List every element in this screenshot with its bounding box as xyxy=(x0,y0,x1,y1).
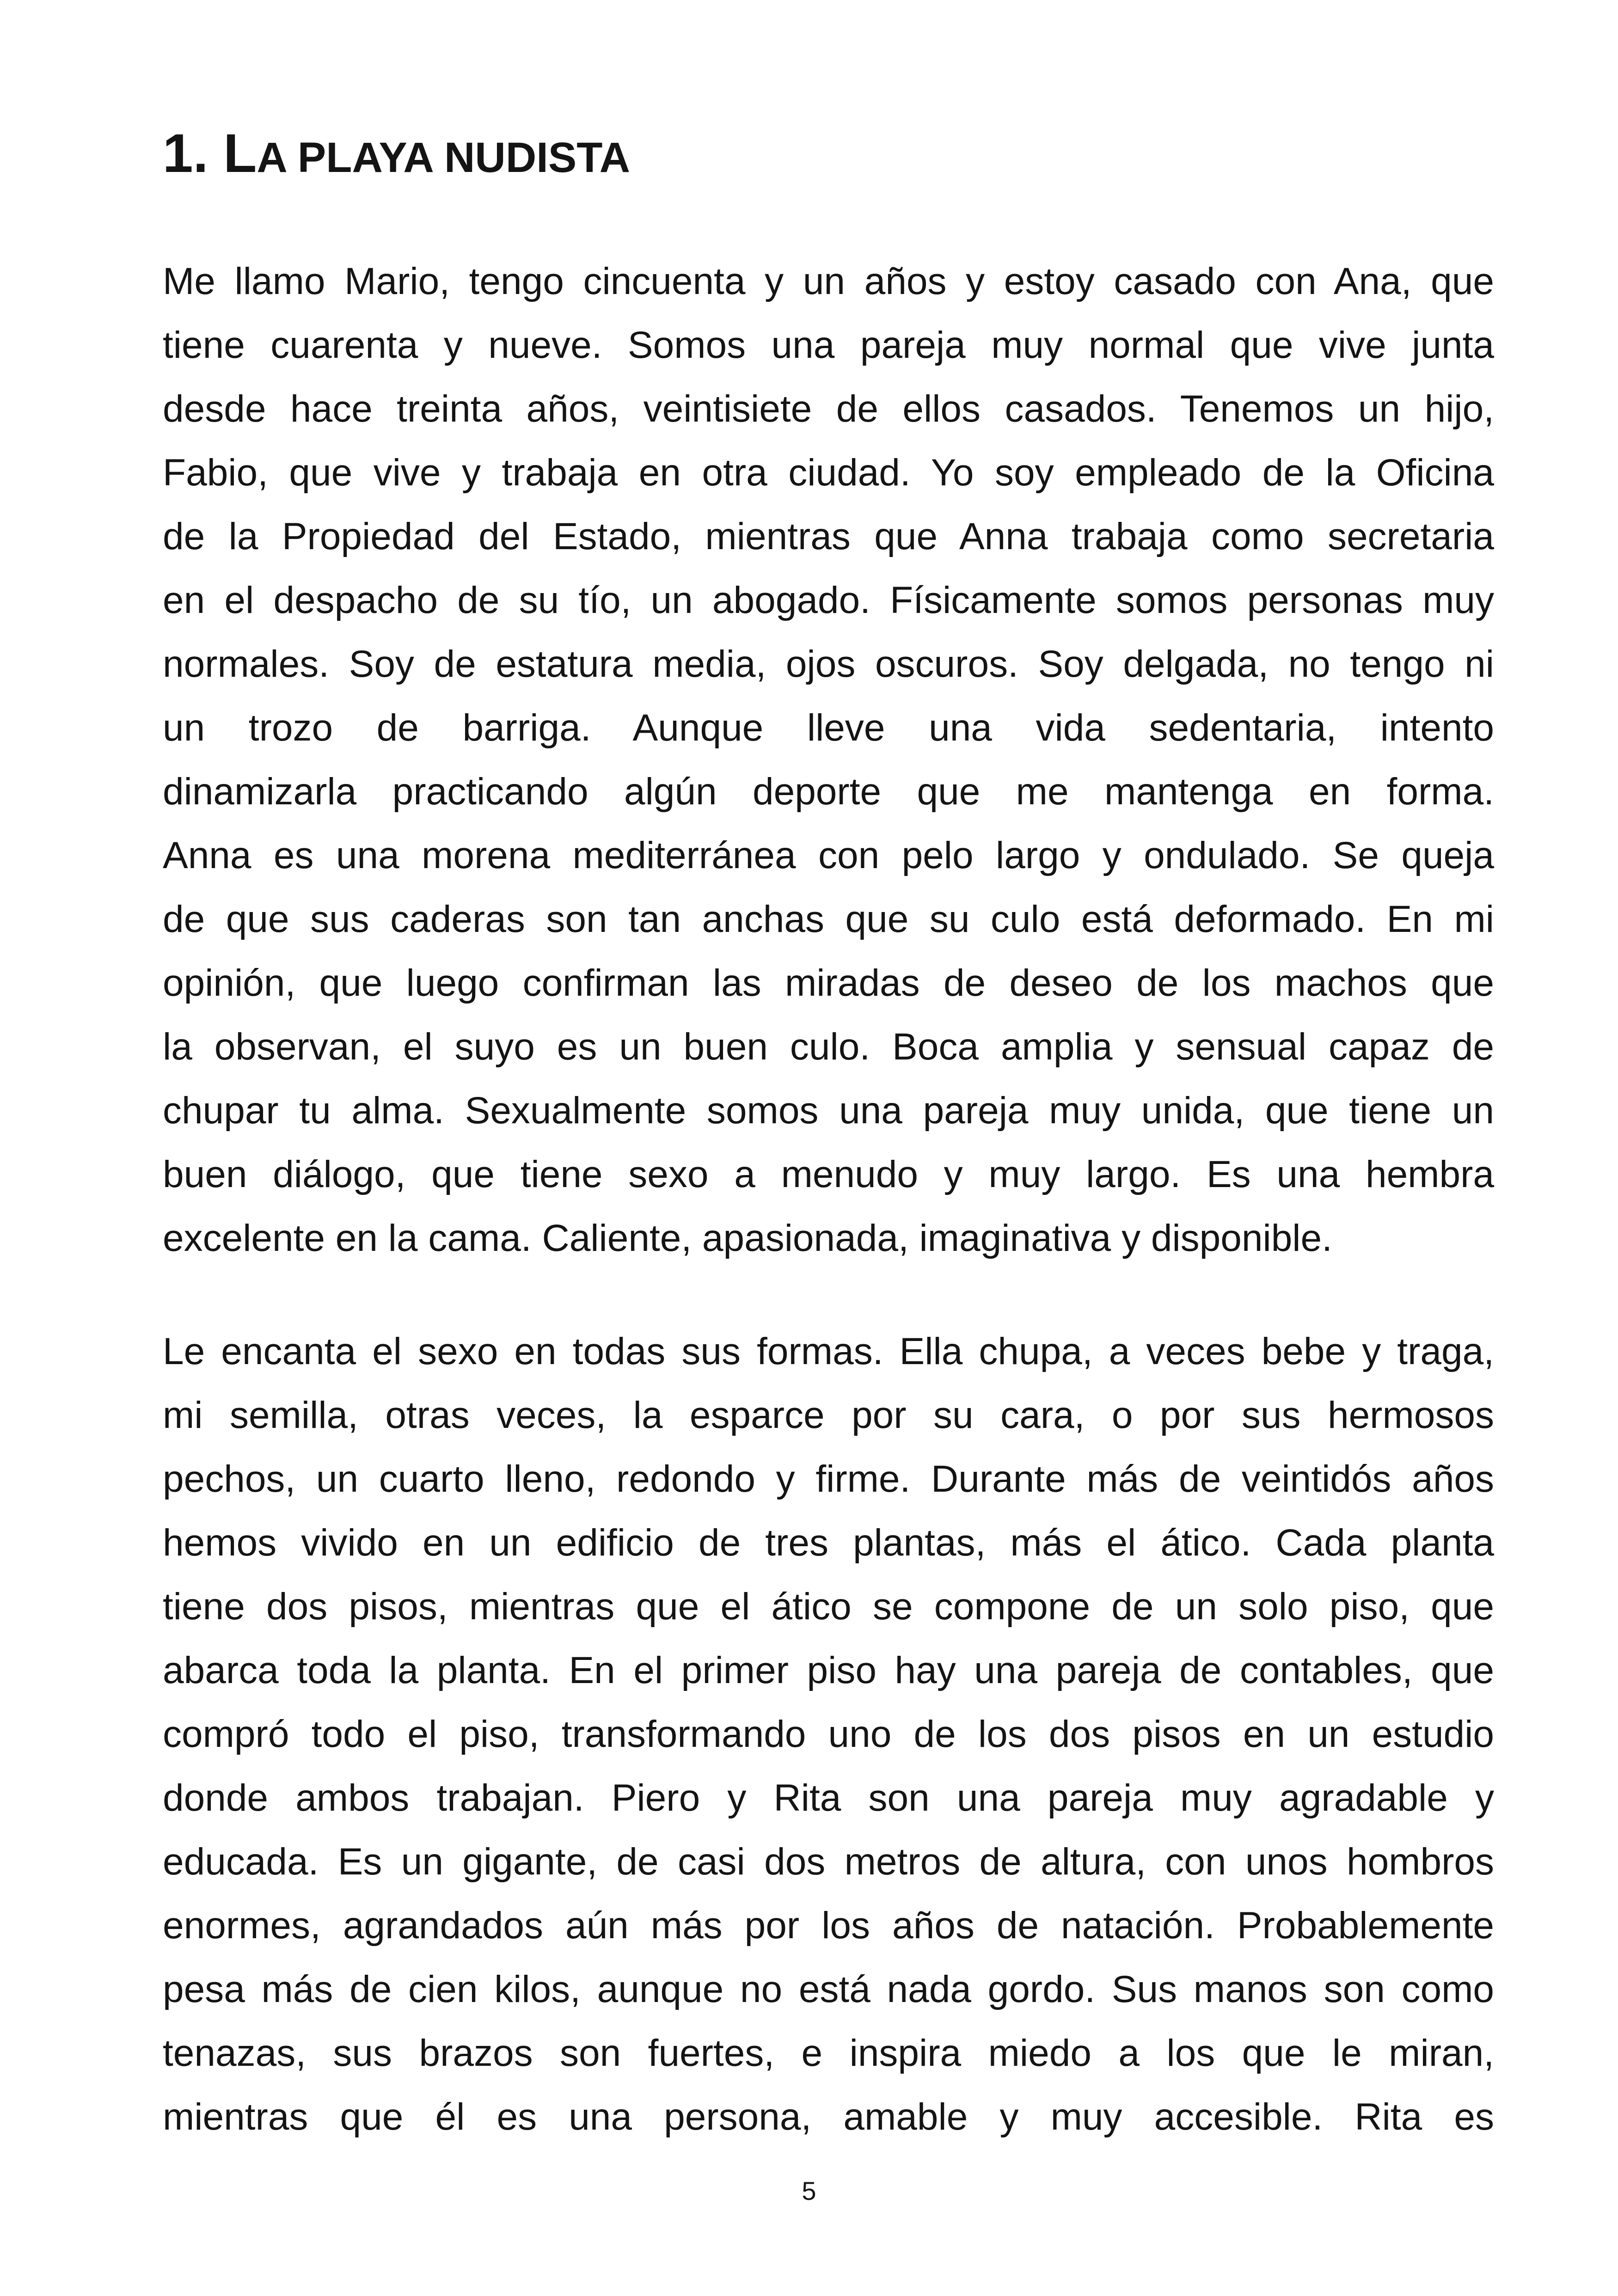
paragraph-line: la observan, el suyo es un buen culo. Boca amplia y sensual capaz de xyxy=(163,1026,1494,1068)
page-number: 5 xyxy=(802,2176,816,2205)
chapter-title-rest: A PLAYA NUDISTA xyxy=(257,134,631,181)
chapter-title xyxy=(163,121,630,190)
paragraph-line: chupar tu alma. Sexualmente somos una pareja muy unida, que tiene un xyxy=(163,1090,1494,1132)
paragraph-line: compró todo el piso, transformando uno de los dos pisos en un estudio xyxy=(163,1713,1494,1755)
chapter-number: 1. xyxy=(163,123,208,184)
paragraph-line: desde hace treinta años, veintisiete de ellos casados. Tenemos un hijo, xyxy=(163,388,1494,430)
paragraph-line: dinamizarla practicando algún deporte que me mantenga en forma. xyxy=(163,771,1494,813)
paragraph-line: opinión, que luego confirman las miradas de deseo de los machos que xyxy=(163,962,1494,1004)
paragraph-line: tiene dos pisos, mientras que el ático se compone de un solo piso, que xyxy=(163,1586,1494,1628)
chapter-title-initial: L xyxy=(223,123,257,184)
paragraph-line: abarca toda la planta. En el primer piso hay una pareja de contables, que xyxy=(163,1649,1494,1691)
paragraph-line: un trozo de barriga. Aunque lleve una vida sedentaria, intento xyxy=(163,707,1494,749)
paragraph-line: en el despacho de su tío, un abogado. Físicamente somos personas muy xyxy=(163,579,1494,621)
paragraph-line: normales. Soy de estatura media, ojos oscuros. Soy delgada, no tengo ni xyxy=(163,643,1494,685)
paragraph-line: donde ambos trabajan. Piero y Rita son una pareja muy agradable y xyxy=(163,1777,1494,1819)
paragraph-line: Le encanta el sexo en todas sus formas. Ella chupa, a veces bebe y traga, xyxy=(163,1330,1494,1372)
paragraph-line: mi semilla, otras veces, la esparce por su cara, o por sus hermosos xyxy=(163,1394,1494,1436)
paragraph-line: de la Propiedad del Estado, mientras que Anna trabaja como secretaria xyxy=(163,515,1494,557)
paragraph-line: educada. Es un gigante, de casi dos metros de altura, con unos hombros xyxy=(163,1841,1494,1883)
paragraph-line: Anna es una morena mediterránea con pelo largo y ondulado. Se queja xyxy=(163,834,1494,876)
paragraph-line: buen diálogo, que tiene sexo a menudo y muy largo. Es una hembra xyxy=(163,1153,1494,1195)
paragraph-line: enormes, agrandados aún más por los años de natación. Probablemente xyxy=(163,1904,1494,1947)
paragraph-line: pechos, un cuarto lleno, redondo y firme. Durante más de veintidós años xyxy=(163,1458,1494,1500)
paragraph-line: pesa más de cien kilos, aunque no está nada gordo. Sus manos son como xyxy=(163,1968,1494,2010)
paragraph-line: excelente en la cama. Caliente, apasionada, imaginativa y disponible. xyxy=(163,1217,1332,1259)
paragraph-line: de que sus caderas son tan anchas que su culo está deformado. En mi xyxy=(163,898,1494,940)
paragraph-2 xyxy=(163,1320,1494,2149)
paragraph-1 xyxy=(163,250,1494,1270)
paragraph-line: tiene cuarenta y nueve. Somos una pareja muy normal que vive junta xyxy=(163,324,1494,366)
paragraph-line: Fabio, que vive y trabaja en otra ciudad. Yo soy empleado de la Oficina xyxy=(163,452,1494,494)
paragraph-line: hemos vivido en un edificio de tres plantas, más el ático. Cada planta xyxy=(163,1522,1494,1564)
paragraph-line: Me llamo Mario, tengo cincuenta y un años y estoy casado con Ana, que xyxy=(163,260,1494,302)
paragraph-line: mientras que él es una persona, amable y muy accesible. Rita es xyxy=(163,2096,1494,2138)
paragraph-line: tenazas, sus brazos son fuertes, e inspira miedo a los que le miran, xyxy=(163,2032,1494,2074)
